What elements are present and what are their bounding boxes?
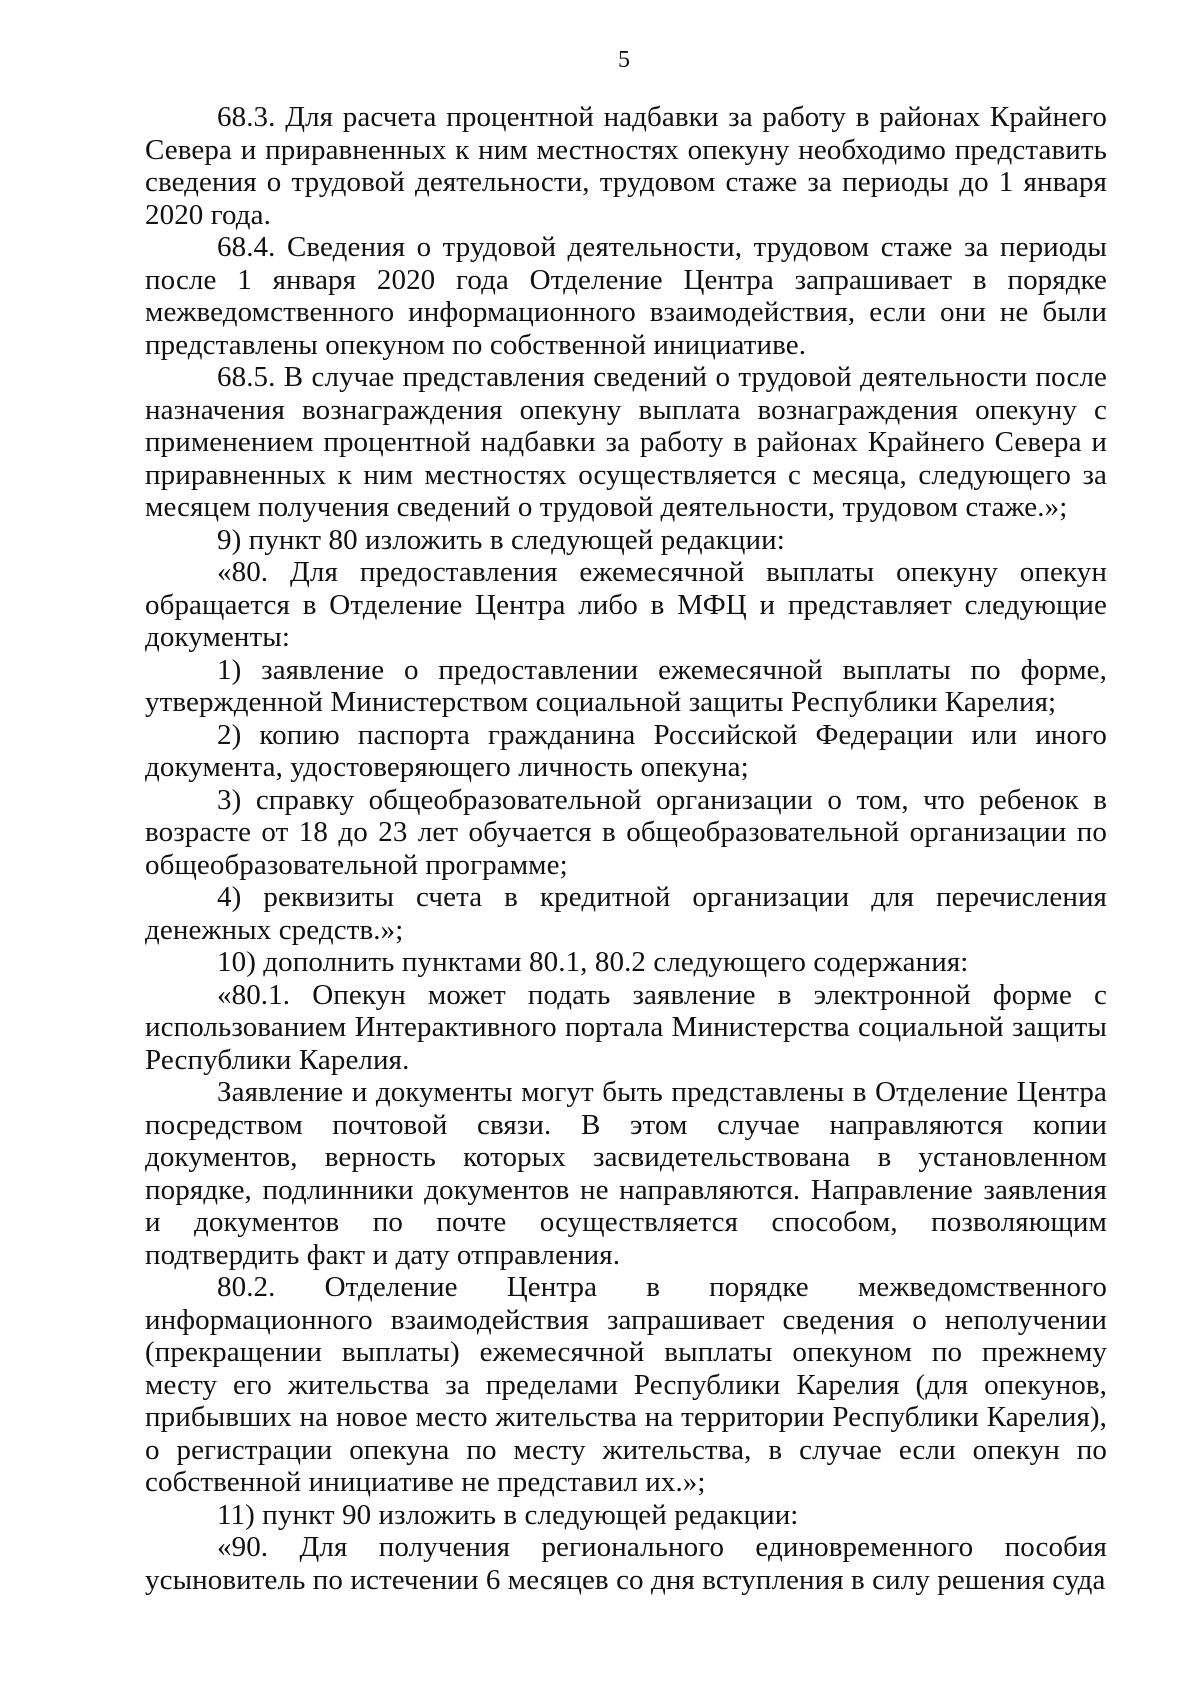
paragraph-item-9: 9) пункт 80 изложить в следующей редакции: <box>217 523 785 556</box>
paragraph-68-5: 68.5. В случае представления сведений о трудовой деятельности после назначения вознаграждения опекуну выплата вознаграждения опекуну с применением процентной надбавки за работу в районах Крайнего Севера и приравненных к ним местностях осуществляется с месяца, следующего за месяцем получения сведений о трудовой деятельности, трудовом стаже.»; <box>145 361 1107 523</box>
paragraph-68-4: 68.4. Сведения о трудовой деятельности, трудовом стаже за периоды после 1 января 2020 года Отделение Центра запрашивает в порядке межведомственного информационного взаимодействия, если они не были представлены опекуном по собственной инициативе. <box>145 231 1107 361</box>
paragraph-68-3: 68.3. Для расчета процентной надбавки за работу в районах Крайнего Севера и приравненных к ним местностях опекуну необходимо представить сведения о трудовой деятельности, трудовом стаже за периоды до 1 января 2020 года. <box>145 101 1107 231</box>
paragraph-90: «90. Для получения регионального единовременного пособия усыновитель по истечении 6 месяцев со дня вступления в силу решения суда <box>145 1531 1107 1596</box>
paragraph-item-11: 11) пункт 90 изложить в следующей редакции: <box>217 1498 799 1531</box>
list-item-2: 2) копию паспорта гражданина Российской Федерации или иного документа, удостоверяющего личность опекуна; <box>145 718 1107 783</box>
page-number: 5 <box>618 47 630 73</box>
paragraph-80-1: «80.1. Опекун может подать заявление в электронной форме с использованием Интерактивного портала Министерства социальной защиты Республики Карелия. <box>145 978 1107 1076</box>
list-item-3: 3) справку общеобразовательной организации о том, что ребенок в возрасте от 18 до 23 лет обучается в общеобразовательной организации по общеобразовательной программе; <box>145 783 1107 881</box>
list-item-4: 4) реквизиты счета в кредитной организации для перечисления денежных средств.»; <box>145 881 1107 946</box>
paragraph-item-10: 10) дополнить пунктами 80.1, 80.2 следующего содержания: <box>217 946 969 978</box>
paragraph-80-2: 80.2. Отделение Центра в порядке межведомственного информационного взаимодействия запрашивает сведения о неполучении (прекращении выплаты) ежемесячной выплаты опекуном по прежнему месту его жительства за пределами Республики Карелия (для опекунов, прибывших на новое место жительства на территории Республики Карелия), о регистрации опекуна по месту жительства, в случае если опекун по собственной инициативе не представил их.»; <box>145 1271 1107 1498</box>
list-item-1: 1) заявление о предоставлении ежемесячной выплаты по форме, утвержденной Министерством социальной защиты Республики Карелия; <box>145 653 1107 718</box>
paragraph-80: «80. Для предоставления ежемесячной выплаты опекуну опекун обращается в Отделение Центра либо в МФЦ и представляет следующие документы: <box>145 556 1107 653</box>
document-body <box>145 101 1107 1596</box>
paragraph-postal-submission: Заявление и документы могут быть представлены в Отделение Центра посредством почтовой связи. В этом случае направляются копии документов, верность которых засвидетельствована в установленном порядке, подлинники документов не направляются. Направление заявления и документов по почте осуществляется способом, позволяющим подтвердить факт и дату отправления. <box>145 1076 1107 1271</box>
